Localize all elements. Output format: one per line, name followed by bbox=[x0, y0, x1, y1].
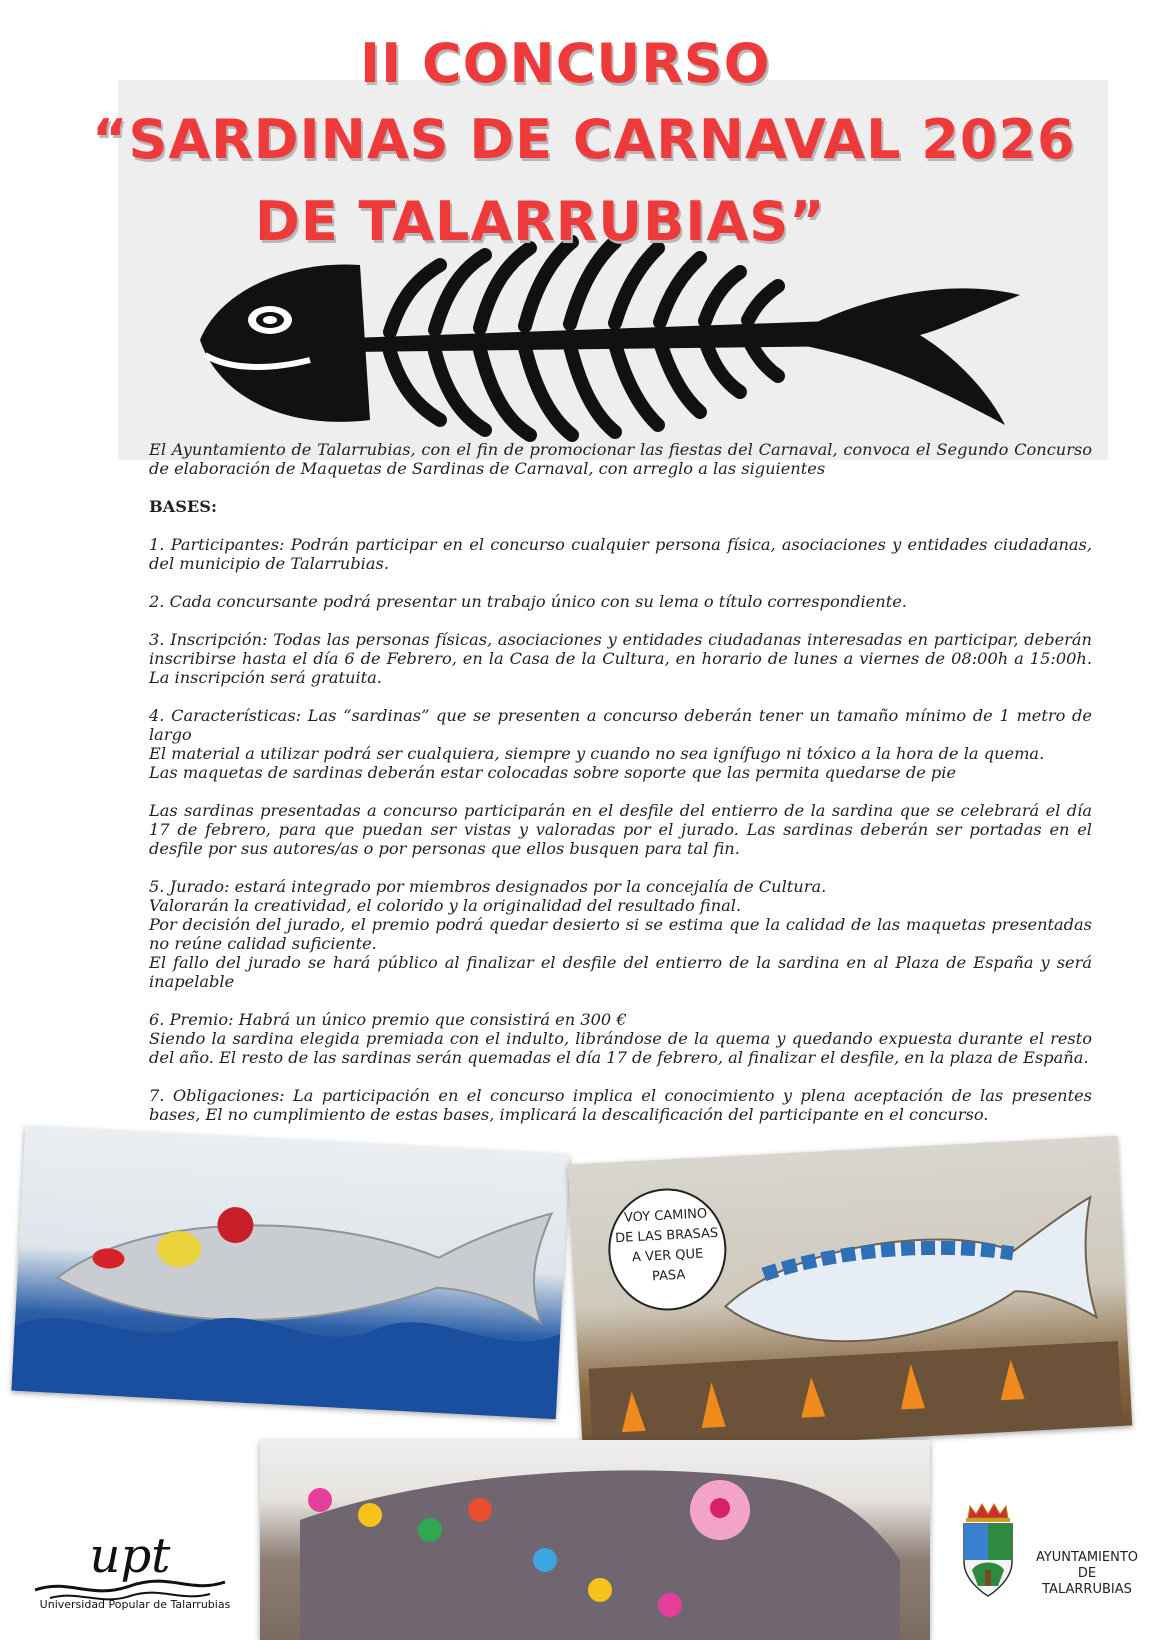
photo-grey-sardine bbox=[260, 1440, 930, 1640]
photo-blue-sardine bbox=[568, 1136, 1132, 1454]
title-line-3: DE TALARRUBIAS” bbox=[255, 190, 826, 253]
sign-line-2: DE LAS BRASAS bbox=[614, 1225, 719, 1247]
rule-6-pardon: Siendo la sardina elegida premiada con el indulto, librándose de la quema y quedando expuesta durante el resto del año. El resto de las sardinas serán quemadas el día 17 de febrero, al finalizar el desfile, en la plaza de España. bbox=[149, 1029, 1092, 1067]
sign-line-1: VOY CAMINO bbox=[623, 1206, 708, 1226]
ayto-line-1: AYUNTAMIENTO bbox=[1035, 1550, 1139, 1565]
sign-line-3: A VER QUE bbox=[631, 1246, 704, 1266]
rule-4-size: 4. Características: Las “sardinas” que se presenten a concurso deberán tener un tamaño mínimo de 1 metro de largo bbox=[149, 706, 1092, 744]
rule-4-material: El material a utilizar podrá ser cualquiera, siempre y cuando no sea ignífugo ni tóxico a la hora de la quema. bbox=[149, 744, 1045, 763]
upt-caption: Universidad Popular de Talarrubias bbox=[39, 1598, 231, 1611]
coat-of-arms-icon bbox=[958, 1500, 1018, 1600]
rule-2: 2. Cada concursante podrá presentar un trabajo único con su lema o título correspondiente. bbox=[149, 592, 907, 611]
bases-heading: BASES: bbox=[149, 497, 217, 516]
sign-line-4: PASA bbox=[651, 1267, 686, 1285]
rule-7-obligations: 7. Obligaciones: La participación en el concurso implica el conocimiento y plena aceptación de las presentes bases, El no cumplimiento de estas bases, implicará la descalificación del participante en el concurso. bbox=[149, 1086, 1092, 1124]
rules-body bbox=[149, 440, 1092, 1143]
rule-5-verdict: El fallo del jurado se hará público al finalizar el desfile del entierro de la sardina en al Plaza de España y será inapelable bbox=[149, 953, 1092, 991]
photo-silver-sardine bbox=[11, 1126, 569, 1419]
rule-6-prize: 6. Premio: Habrá un único premio que consistirá en 300 € bbox=[149, 1010, 627, 1029]
rule-4-support: Las maquetas de sardinas deberán estar colocadas sobre soporte que las permita quedarse de pie bbox=[149, 763, 957, 782]
rule-5-deserted: Por decisión del jurado, el premio podrá quedar desierto si se estima que la calidad de las maquetas presentadas no reúne calidad suficiente. bbox=[149, 915, 1092, 953]
silver-sardine-illustration bbox=[11, 1126, 569, 1419]
rule-3: 3. Inscripción: Todas las personas físicas, asociaciones y entidades ciudadanas interesadas en participar, deberán inscribirse hasta el día 6 de Febrero, en la Casa de la Cultura, en horario de lunes a viernes de 08:00h a 15:00h. La inscripción será gratuita. bbox=[149, 630, 1092, 687]
upt-logo-text: upt bbox=[89, 1528, 171, 1584]
title-line-2: “SARDINAS DE CARNAVAL 2026 bbox=[92, 108, 1076, 171]
ayuntamiento-label bbox=[1022, 1550, 1152, 1598]
fish-skeleton-icon bbox=[200, 220, 1080, 460]
ayto-line-2: DE bbox=[1077, 1566, 1097, 1581]
grey-sardine-illustration bbox=[260, 1440, 930, 1640]
ayto-line-3: TALARRUBIAS bbox=[1042, 1582, 1132, 1597]
rule-5-criteria: Valorarán la creatividad, el colorido y la originalidad del resultado final. bbox=[149, 896, 742, 915]
rule-4-parade: Las sardinas presentadas a concurso participarán en el desfile del entierro de la sardina que se celebrará el día 17 de febrero, para que puedan ser vistas y valoradas por el jurado. Las sardinas deberán ser portadas en el desfile por sus autores/as o por personas que ellos busquen para tal fin. bbox=[149, 801, 1092, 858]
title-line-1: II CONCURSO bbox=[360, 32, 771, 95]
intro-paragraph: El Ayuntamiento de Talarrubias, con el fin de promocionar las fiestas del Carnaval, convoca el Segundo Concurso de elaboración de Maquetas de Sardinas de Carnaval, con arreglo a las siguientes bbox=[149, 440, 1092, 478]
rule-1: 1. Participantes: Podrán participar en el concurso cualquier persona física, asociaciones y entidades ciudadanas, del municipio de Talarrubias. bbox=[149, 535, 1092, 573]
blue-sardine-illustration bbox=[568, 1136, 1132, 1454]
rule-5-jury: 5. Jurado: estará integrado por miembros designados por la concejalía de Cultura. bbox=[149, 877, 827, 896]
